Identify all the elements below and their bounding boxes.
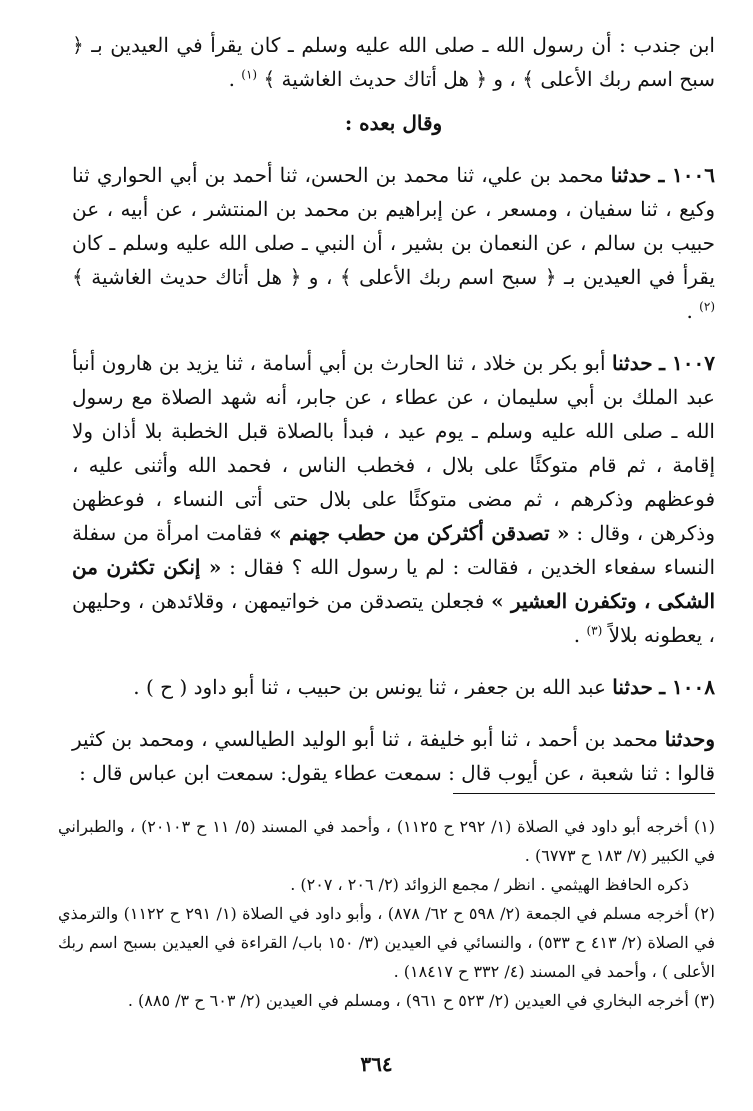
section-heading: وقال بعده :	[344, 111, 443, 135]
hadith-1006	[72, 158, 715, 328]
hadith-lead: حدثنا	[610, 163, 652, 187]
prophet-quote-2: « إنكن تكثرن من الشكى ، وتكفرن العشير »	[72, 555, 716, 613]
hadith-text-part-3: فجعلن يتصدقن من خواتيمهن ، وقلائدهن ، وحليهن ، يعطونه بلالاً	[72, 589, 715, 647]
hadith-number: ١٠٠٦ ـ	[658, 163, 715, 187]
intro-text: ابن جندب : أن رسول الله ـ صلى الله عليه وسلم ـ كان يقرأ في العيدين بـ ﴿ سبح اسم ربك الأعلى ﴾ ، و ﴿ هل أتاك حديث الغاشية ﴾	[72, 33, 715, 91]
hadith-lead: حدثنا	[612, 675, 653, 699]
footnote-3: (٣) أخرجه البخاري في العيدين (٢/ ٥٢٣ ح ٩٦١) ، ومسلم في العيدين (٢/ ٦٠٣ ح ٣/ ٨٨٥) .	[127, 991, 715, 1010]
hadith-1008	[72, 670, 715, 704]
page-number: ٣٦٤	[360, 1052, 393, 1076]
hadith-1008-continuation	[72, 722, 715, 790]
footnote-ref-1: (١)	[241, 67, 258, 82]
hadith-end: .	[573, 623, 581, 647]
hadith-text: عبد الله بن جعفر ، ثنا يونس بن حبيب ، ثنا أبو داود ( ح ) .	[133, 675, 606, 699]
hadith-text: محمد بن أحمد ، ثنا أبو خليفة ، ثنا أبو الوليد الطيالسي ، ومحمد بن كثير قالوا : ثنا شعبة ، عن أيوب قال : سمعت عطاء يقول: سمعت ابن عباس قال :	[72, 727, 715, 785]
footnotes	[58, 812, 715, 1015]
hadith-text-part-1: أبو بكر بن خلاد ، ثنا الحارث بن أبي أسامة ، ثنا يزيد بن هارون أنبأ عبد الملك بن أبي سليمان ، عن عطاء ، عن جابر، أنه شهد الصلاة مع رسول الله ـ صلى الله عليه وسلم ـ يوم عيد ، فبدأ بالصلاة قبل الخطبة بلا أذان ولا إقامة ، ثم قام متوكئًا على بلال ، فخطب الناس ، فحمد الله وأثنى عليه ، فوعظهم وذكرهم ، ثم مضى متوكئًا على بلال حتى أتى النساء ، فوعظهن وذكرهن ، وقال :	[72, 351, 715, 545]
main-text	[72, 28, 715, 790]
footnote-ref-2: (٢)	[699, 299, 715, 314]
footnote-1-note: ذكره الحافظ الهيثمي . انظر / مجمع الزوائد (٢/ ٢٠٦ ، ٢٠٧) .	[290, 875, 689, 894]
intro-end: .	[228, 67, 235, 91]
footnote-2: (٢) أخرجه مسلم في الجمعة (٢/ ٥٩٨ ح ٦٢/ ٨٧٨) ، وأبو داود في الصلاة (١/ ٢٩١ ح ١١٢٢) والترمذي في الصلاة (٢/ ٤١٣ ح ٥٣٣) ، والنسائي في العيدين (٣/ ١٥٠ باب/ القراءة في العيدين بسبح اسم ربك الأعلى ) ، وأحمد في المسند (٤/ ٣٣٢ ح ١٨٤١٧) .	[58, 904, 716, 981]
intro-paragraph	[72, 28, 715, 96]
hadith-lead: حدثنا	[612, 351, 653, 375]
footnote-ref-3: (٣)	[586, 623, 603, 638]
hadith-lead: وحدثنا	[664, 727, 715, 751]
footnote-1: (١) أخرجه أبو داود في الصلاة (١/ ٢٩٢ ح ١١٢٥) ، وأحمد في المسند (٥/ ١١ ح ٢٠١٠٣) ، والطبراني في الكبير (٧/ ١٨٣ ح ٦٧٧٣) .	[58, 817, 716, 865]
hadith-text-part-2: فقامت امرأة من سفلة النساء سفعاء الخدين ، فقالت : لم يا رسول الله ؟ فقال :	[72, 521, 715, 579]
hadith-1007	[72, 346, 715, 652]
hadith-end: .	[686, 299, 693, 323]
prophet-quote-1: « تصدقن أكثركن من حطب جهنم »	[269, 521, 570, 545]
hadith-number: ١٠٠٨ ـ	[659, 675, 715, 699]
footnote-separator	[453, 793, 715, 794]
hadith-text: محمد بن علي، ثنا محمد بن الحسن، ثنا أحمد بن أبي الحواري ثنا وكيع ، ثنا سفيان ، ومسعر ، عن إبراهيم بن محمد بن المنتشر ، عن أبيه ، عن حبيب بن سالم ، عن النعمان بن بشير ، أن النبي ـ صلى الله عليه وسلم ـ كان يقرأ في العيدين بـ ﴿ سبح اسم ربك الأعلى ﴾ ، و ﴿ هل أتاك حديث الغاشية ﴾	[72, 163, 715, 289]
hadith-number: ١٠٠٧ ـ	[659, 351, 715, 375]
